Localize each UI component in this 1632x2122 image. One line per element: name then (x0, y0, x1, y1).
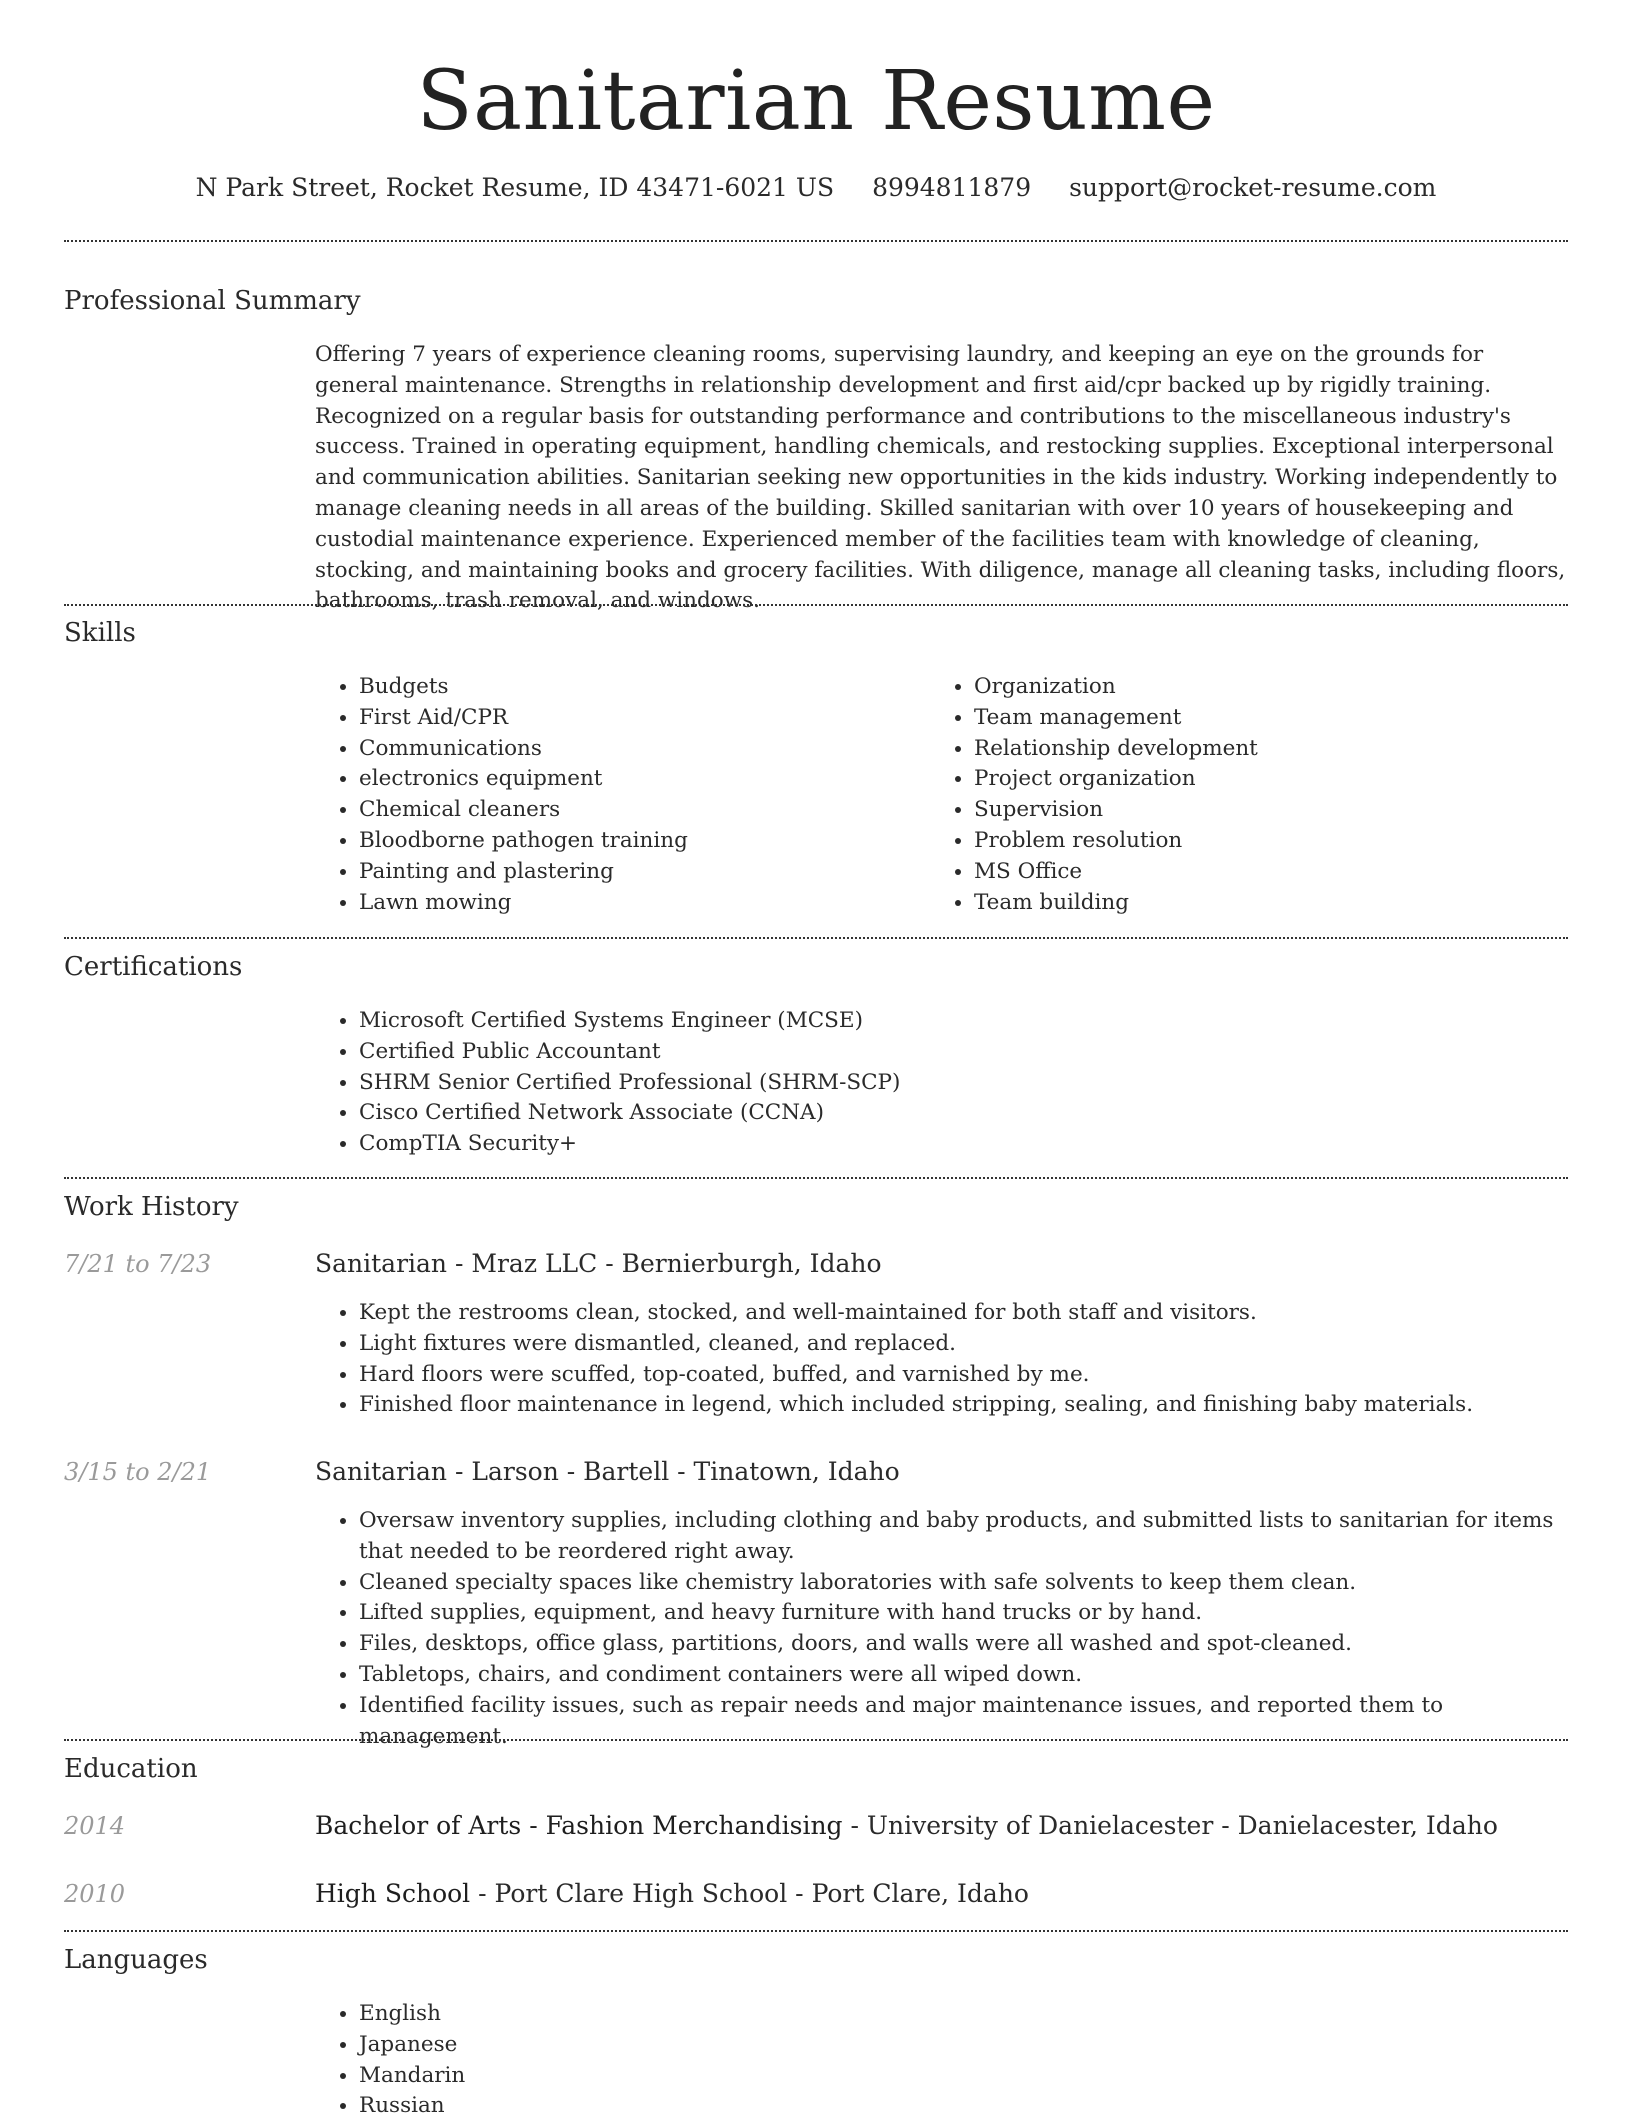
list-item: • Cisco Certified Network Associate (CCNA) (359, 1098, 1568, 1129)
job-dates: 3/15 to 2/21 (64, 1458, 212, 1486)
list-item: • First Aid/CPR (359, 703, 930, 734)
list-item: • Certified Public Accountant (359, 1037, 1568, 1068)
list-item: • Communications (359, 734, 930, 765)
job-title: Sanitarian - Larson - Bartell - Tinatown, Idaho (315, 1457, 900, 1486)
list-item: • Files, desktops, office glass, partitions, doors, and walls were all washed and spot-cleaned. (359, 1629, 1568, 1660)
list-item: • SHRM Senior Certified Professional (SHRM-SCP) (359, 1068, 1568, 1099)
list-item: • Project organization (974, 764, 1545, 795)
education-year: 2014 (64, 1812, 126, 1840)
skills-column-left (315, 672, 930, 918)
education-degree: High School (315, 1879, 471, 1908)
section-title-certifications: Certifications (64, 952, 243, 982)
job-bullets (315, 1506, 1568, 1752)
education-entry (315, 1809, 1498, 1843)
list-item: • Oversaw inventory supplies, including clothing and baby products, and submitted lists to sanitarian for items that needed to be reordered right away. (359, 1506, 1568, 1568)
list-item: • Identified facility issues, such as repair needs and major maintenance issues, and reported them to management. (359, 1691, 1568, 1753)
list-item: • electronics equipment (359, 764, 930, 795)
education-school: - University of Danielacester - Danielacester, Idaho (842, 1811, 1498, 1840)
summary-body (315, 340, 1568, 617)
section-title-work-history: Work History (64, 1192, 239, 1222)
list-item: • Tabletops, chairs, and condiment containers were all wiped down. (359, 1660, 1568, 1691)
certifications-list (315, 1006, 1568, 1160)
section-title-summary: Professional Summary (64, 286, 361, 316)
list-item: • Cleaned specialty spaces like chemistry laboratories with safe solvents to keep them clean. (359, 1568, 1568, 1599)
phone: 8994811879 (872, 173, 1032, 202)
education-year: 2010 (64, 1880, 126, 1908)
skills-column-right (930, 672, 1545, 918)
list-item: • Problem resolution (974, 826, 1545, 857)
divider (64, 1930, 1568, 1932)
section-title-skills: Skills (64, 618, 136, 648)
list-item: • Team management (974, 703, 1545, 734)
education-entry (315, 1877, 1029, 1911)
list-item: • Japanese (359, 2030, 1568, 2061)
email: support@rocket-resume.com (1069, 173, 1437, 202)
list-item: • Kept the restrooms clean, stocked, and well-maintained for both staff and visitors. (359, 1298, 1568, 1329)
list-item: • Lawn mowing (359, 888, 930, 919)
languages-list (315, 1999, 1568, 2122)
resume-title: Sanitarian Resume (416, 54, 1216, 149)
list-item: • MS Office (974, 857, 1545, 888)
list-item: • Budgets (359, 672, 930, 703)
divider (64, 937, 1568, 939)
list-item: • Mandarin (359, 2061, 1568, 2092)
list-item: • Supervision (974, 795, 1545, 826)
job-title: Sanitarian - Mraz LLC - Bernierburgh, Idaho (315, 1249, 882, 1278)
list-item: • Lifted supplies, equipment, and heavy furniture with hand trucks or by hand. (359, 1598, 1568, 1629)
list-item: • Organization (974, 672, 1545, 703)
divider (64, 240, 1568, 242)
list-item: • Hard floors were scuffed, top-coated, buffed, and varnished by me. (359, 1360, 1568, 1391)
list-item: • Chemical cleaners (359, 795, 930, 826)
education-school: - Port Clare High School - Port Clare, Idaho (470, 1879, 1029, 1908)
list-item: • Finished floor maintenance in legend, which included stripping, sealing, and finishing baby materials. (359, 1390, 1568, 1421)
list-item: • Light fixtures were dismantled, cleaned, and replaced. (359, 1329, 1568, 1360)
section-title-languages: Languages (64, 1945, 208, 1975)
divider (64, 1177, 1568, 1179)
contact-line (64, 170, 1568, 206)
list-item: • Bloodborne pathogen training (359, 826, 930, 857)
list-item: • Painting and plastering (359, 857, 930, 888)
address: N Park Street, Rocket Resume, ID 43471-6021 US (195, 173, 835, 202)
resume-page (64, 0, 1568, 2119)
divider (64, 1739, 1568, 1741)
summary-text: Offering 7 years of experience cleaning rooms, supervising laundry, and keeping an eye on the grounds for general maintenance. Strengths in relationship development and first aid/cpr backed up by rigidly training. Recognized on a regular basis for outstanding performance and contributions to the miscellaneous industry's success. Trained in operating equipment, handling chemicals, and restocking supplies. Exceptional interpersonal and communication abilities. Sanitarian seeking new opportunities in the kids industry. Working independently to manage cleaning needs in all areas of the building. Skilled sanitarian with over 10 years of housekeeping and custodial maintenance experience. Experienced member of the facilities team with knowledge of cleaning, stocking, and maintaining books and grocery facilities. With diligence, manage all cleaning tasks, including floors, bathrooms, trash removal, and windows. (315, 342, 1566, 614)
divider (64, 604, 1568, 606)
list-item: • CompTIA Security+ (359, 1129, 1568, 1160)
job-dates: 7/21 to 7/23 (64, 1250, 212, 1278)
section-title-education: Education (64, 1754, 198, 1784)
list-item: • English (359, 1999, 1568, 2030)
job-bullets (315, 1298, 1568, 1421)
list-item: • Team building (974, 888, 1545, 919)
list-item: • Microsoft Certified Systems Engineer (MCSE) (359, 1006, 1568, 1037)
list-item: • Relationship development (974, 734, 1545, 765)
education-degree: Bachelor of Arts - Fashion Merchandising (315, 1811, 843, 1840)
list-item: • Russian (359, 2091, 1568, 2122)
